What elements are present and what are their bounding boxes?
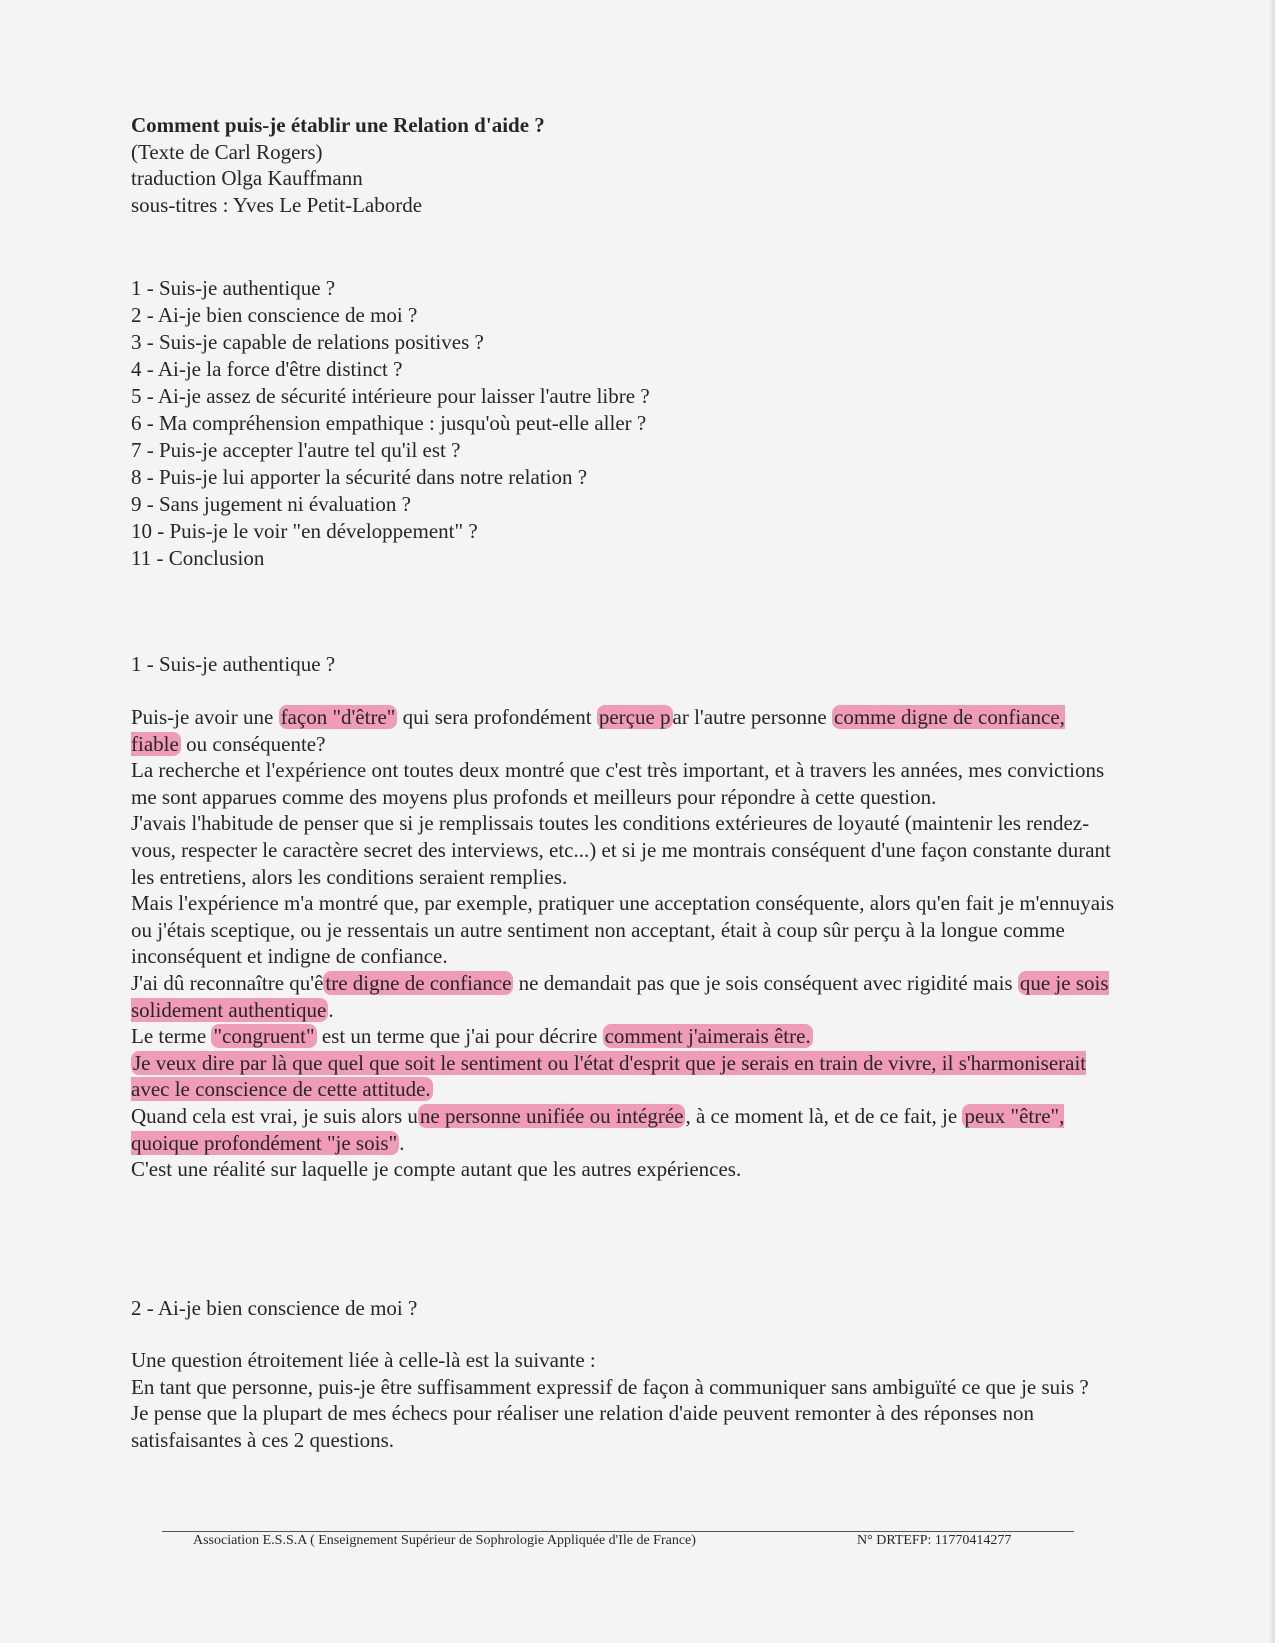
toc-item: 9 - Sans jugement ni évaluation ? [131,492,411,516]
section-2-body [131,1347,1116,1453]
text-run: . [399,1130,405,1155]
document-header [131,112,545,218]
highlight: Je veux dire par là que quel que soit le sentiment ou l'état d'esprit que je serais en train de vivre, il s'harmoniserait avec le conscience de cette attitude. [131,1050,1087,1102]
highlight: comment j'aimerais être. [604,1024,811,1049]
paragraph: La recherche et l'expérience ont toutes deux montré que c'est très important, et à travers les années, mes convictions me sont apparues comme des moyens plus profonds et meilleurs pour répondre à cette question. [131,758,1105,809]
paragraph: C'est une réalité sur laquelle je compte autant que les autres expériences. [131,1157,742,1182]
highlight: "congruent" [213,1024,315,1049]
toc-item: 6 - Ma compréhension empathique : jusqu'où peut-elle aller ? [131,411,647,435]
toc-item: 2 - Ai-je bien conscience de moi ? [131,303,418,327]
subtitles-line: sous-titres : Yves Le Petit-Laborde [131,192,423,217]
scan-edge-shadow [1269,0,1275,1643]
section-2-heading: 2 - Ai-je bien conscience de moi ? [131,1296,418,1320]
section-1-body [131,704,1116,1183]
toc-item: 10 - Puis-je le voir "en développement" ? [131,519,478,543]
text-run: Quand cela est vrai, je suis alors u [131,1103,418,1128]
paragraph: Je pense que la plupart de mes échecs pour réaliser une relation d'aide peuvent remonter à des réponses non satisfaisantes à ces 2 questions. [131,1401,1034,1452]
paragraph [131,704,1116,757]
toc-item: 3 - Suis-je capable de relations positives ? [131,330,484,354]
text-run: qui sera profondément [397,705,597,729]
page-footer [193,1532,1073,1550]
highlight: tre digne de confiance [325,970,512,995]
text-run: Puis-je avoir une [131,705,279,729]
toc-item: 4 - Ai-je la force d'être distinct ? [131,357,403,381]
paragraph: Mais l'expérience m'a montré que, par exemple, pratiquer une acceptation conséquente, alors qu'en fait je m'ennuyais ou j'étais sceptique, ou je ressentais un autre sentiment non acceptant, était à coup sûr perçu à la longue comme inconséquent et indigne de confiance. [131,891,1115,969]
document-title: Comment puis-je établir une Relation d'aide ? [131,113,545,137]
paragraph: Une question étroitement liée à celle-là est la suivante : [131,1348,596,1372]
toc-item: 8 - Puis-je lui apporter la sécurité dans notre relation ? [131,465,588,489]
highlight: ne personne unifiée ou intégrée [419,1103,684,1128]
text-run: J'ai dû reconnaître qu'ê [131,970,324,995]
text-run: Le terme [131,1024,212,1049]
text-run: . [328,997,334,1022]
paragraph [131,1103,1116,1156]
table-of-contents [131,275,650,572]
paragraph: J'avais l'habitude de penser que si je remplissais toutes les conditions extérieures de loyauté (maintenir les rendez-vous, respecter le caractère secret des interviews, etc...) et si je me montrais conséquent d'une façon constante durant les entretiens, alors les conditions seraient remplies. [131,811,1111,889]
text-run: ar l'autre personne [672,705,832,729]
text-run: ou conséquente? [180,731,326,756]
toc-item: 7 - Puis-je accepter l'autre tel qu'il est ? [131,438,461,462]
footer-association: Association E.S.S.A ( Enseignement Supérieur de Sophrologie Appliquée d'Ile de France) [193,1533,696,1548]
translator-line: traduction Olga Kauffmann [131,166,363,190]
paragraph [131,1023,1116,1050]
paragraph [131,970,1116,1023]
author-line: (Texte de Carl Rogers) [131,139,323,164]
toc-item: 5 - Ai-je assez de sécurité intérieure pour laisser l'autre libre ? [131,384,650,408]
highlight: façon "d'être" [280,705,396,729]
text-run: ne demandait pas que je sois conséquent avec rigidité mais [513,970,1018,995]
toc-item: 11 - Conclusion [131,546,265,570]
section-1-heading: 1 - Suis-je authentique ? [131,652,336,676]
paragraph [131,1050,1116,1103]
highlight: que je sois solidement authentique [131,970,1109,1022]
footer-drtefp: N° DRTEFP: 11770414277 [857,1533,1012,1548]
paragraph: En tant que personne, puis-je être suffisamment expressif de façon à communiquer sans ambiguïté ce que je suis ? [131,1374,1089,1399]
highlight: perçue p [598,705,671,729]
highlight: comme digne de confiance, fiable [131,705,1065,756]
toc-item: 1 - Suis-je authentique ? [131,276,336,300]
text-run: , à ce moment là, et de ce fait, je [685,1103,963,1128]
highlight: peux "être", quoique profondément "je sois" [131,1103,1065,1155]
text-run: est un terme que j'ai pour décrire [316,1024,603,1049]
